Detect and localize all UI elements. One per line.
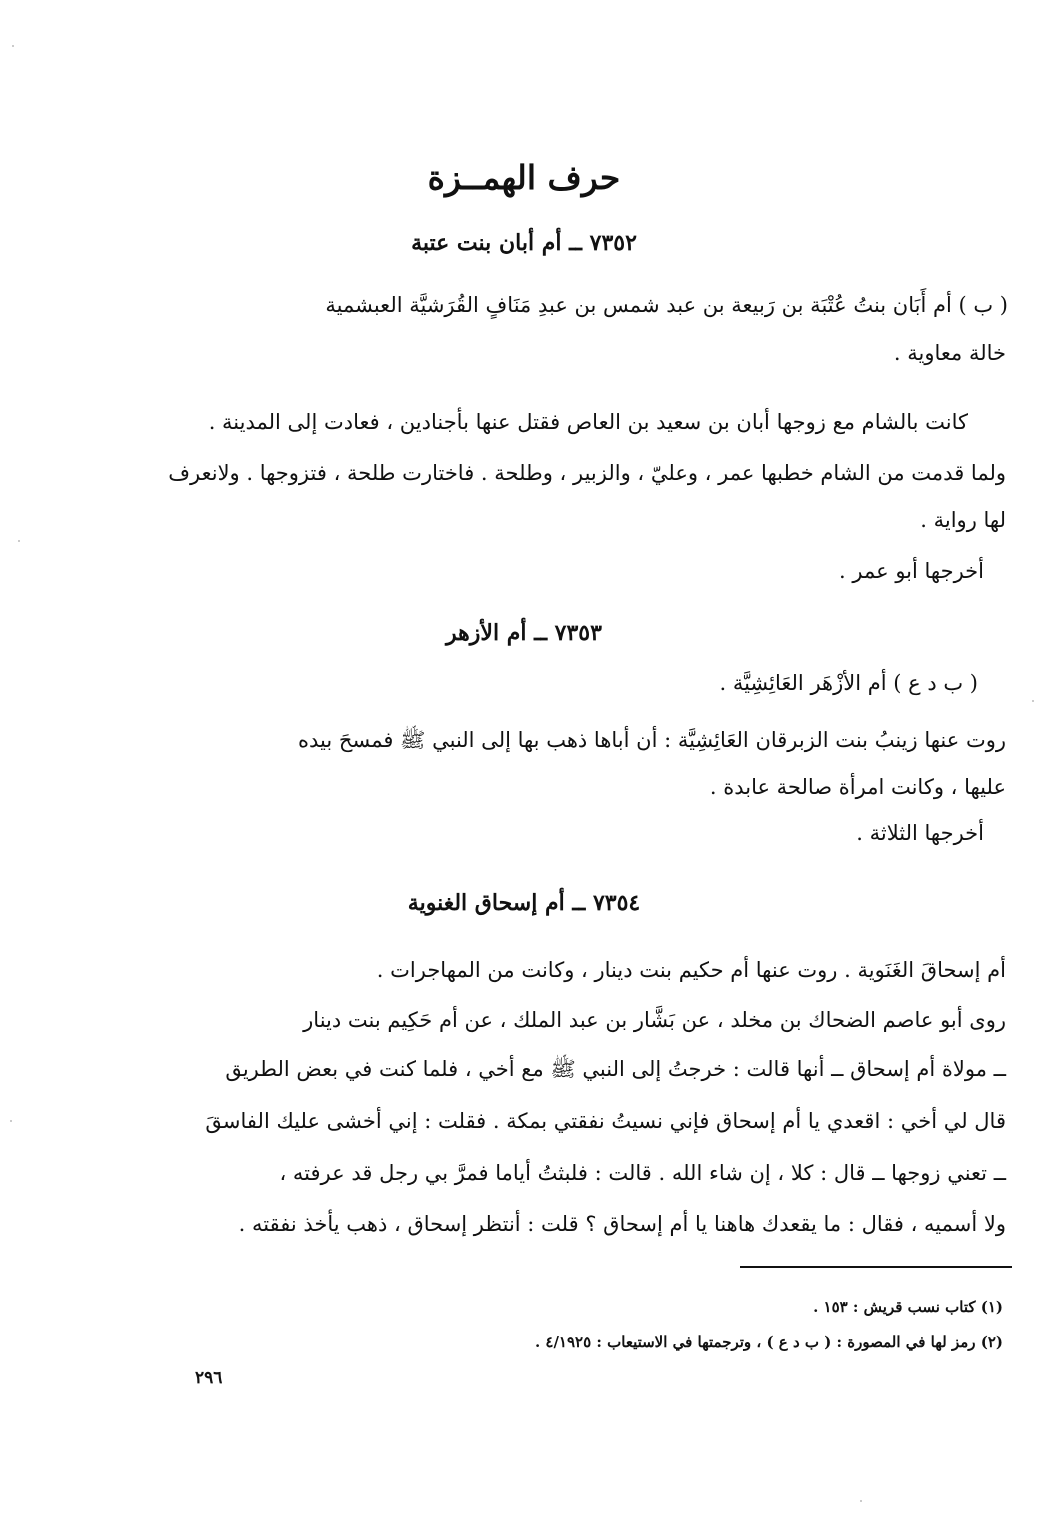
entry-line: قال لي أخي : اقعدي يا أم إسحاق فإني نسيتُ نفقتي بمكة . فقلت : إني أخشى عليك الفاسقَ (205, 1109, 1006, 1133)
entry-line: ولما قدمت من الشام خطبها عمر ، وعليّ ، والزبير ، وطلحة . فاختارت طلحة ، فتزوجها . ولانعرف (168, 461, 1006, 485)
entry-line: ( ب ) أم أَبَان بنتُ عُتْبَة بن رَبيعة بن عبد شمس بن عبدِ مَنَافٍ القُرَشيَّة العبشمية (325, 293, 1008, 317)
scan-speck (1032, 700, 1034, 702)
entry-line: روت عنها زينبُ بنت الزبرقان العَائِشِيَّة : أن أباها ذهب بها إلى النبي ﷺ فمسحَ بيده (298, 728, 1006, 752)
entry-line: لها رواية . (920, 508, 1006, 532)
entry-line: خالة معاوية . (893, 341, 1006, 365)
entry-line: ــ تعني زوجها ــ قال : كلا ، إن شاء الله . قالت : فلبثتُ أياما فمرَّ بي رجل قد عرفته ، (279, 1161, 1006, 1185)
footnote-divider (740, 1266, 1012, 1268)
entry-line: أخرجها أبو عمر . (839, 559, 984, 583)
page-number: ٢٩٦ (195, 1368, 223, 1388)
entry-title-7352: ٧٣٥٢ ــ أم أبان بنت عتبة (411, 230, 637, 256)
scan-speck (18, 540, 20, 542)
footnote-2: (٢) رمز لها في المصورة : ( ب د ع ) ، وترجمتها في الاستيعاب : ٤/١٩٢٥ . (534, 1333, 1003, 1351)
scan-speck (10, 1120, 12, 1122)
entry-line: أم إسحاقَ الغَنَوية . روت عنها أم حكيم بنت دينار ، وكانت من المهاجرات . (376, 958, 1006, 982)
entry-line: ــ مولاة أم إسحاق ــ أنها قالت : خرجتُ إلى النبي ﷺ مع أخي ، فلما كنت في بعض الطريق (225, 1057, 1006, 1081)
entry-line: ( ب د ع ) أم الأزْهَر العَائِشِيَّة . (719, 671, 978, 695)
footnote-1: (١) كتاب نسب قريش : ١٥٣ . (813, 1298, 1003, 1316)
entry-line: كانت بالشام مع زوجها أبان بن سعيد بن العاص فقتل عنها بأجنادين ، فعادت إلى المدينة . (208, 410, 968, 434)
entry-line: روى أبو عاصم الضحاك بن مخلد ، عن بَشَّار بن عبد الملك ، عن أم حَكِيم بنت دينار (303, 1008, 1006, 1032)
entry-line: ولا أسميه ، فقال : ما يقعدك هاهنا يا أم إسحاق ؟ قلت : أنتظر إسحاق ، ذهب يأخذ نفقته . (238, 1212, 1006, 1236)
entry-title-7353: ٧٣٥٣ ــ أم الأزهر (446, 620, 602, 646)
chapter-title: حرف الهمــزة (427, 158, 621, 197)
entry-title-7354: ٧٣٥٤ ــ أم إسحاق الغنوية (407, 890, 641, 916)
scan-speck (860, 1500, 862, 1502)
scan-speck (12, 45, 14, 47)
entry-line: أخرجها الثلاثة . (856, 821, 984, 845)
entry-line: عليها ، وكانت امرأة صالحة عابدة . (709, 775, 1006, 799)
